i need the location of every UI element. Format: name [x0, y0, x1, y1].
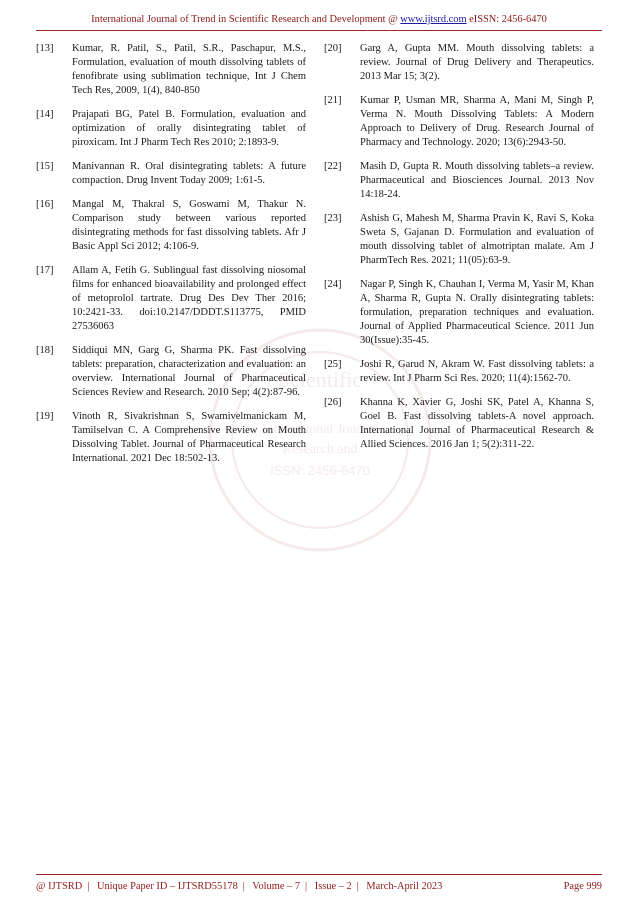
reference-entry: [36, 264, 306, 334]
reference-text: Siddiqui MN, Garg G, Sharma PK. Fast dissolving tablets: preparation, characterization and evaluation: an overview. International Journal of Pharmaceutical Sciences Review and Research. 2010 Sep; 4(2):87-96.: [72, 345, 306, 398]
reference-number: [18]: [36, 345, 54, 357]
reference-entry: [324, 42, 594, 84]
reference-text: Nagar P, Singh K, Chauhan I, Verma M, Yasir M, Khan A, Sharma R, Gupta N. Orally disintegrating tablets: formulation, preparation techniques and evaluation. Journal of Applied Pharmaceutical Science. 2011 Jun 30(Issue):35-45.: [360, 279, 594, 346]
reference-number: [13]: [36, 43, 54, 54]
journal-issn: eISSN: 2456-6470: [469, 14, 547, 25]
reference-entry: [36, 108, 306, 150]
reference-number: [23]: [324, 213, 342, 225]
reference-number: [17]: [36, 265, 54, 277]
reference-text: Khanna K, Xavier G, Joshi SK, Patel A, Khanna S, Goel B. Fast dissolving tablets-A novel approach. International Journal of Pharmaceutical Research & Allied Sciences. 2016 Jan 1; 5(2):311-22.: [360, 397, 594, 451]
footer-date: March-April 2023: [366, 881, 443, 892]
footer-volume: Volume – 7: [252, 881, 301, 892]
reference-entry: [36, 344, 306, 400]
reference-entry: [36, 160, 306, 188]
reference-number: [24]: [324, 279, 342, 291]
footer-divider: [36, 874, 602, 875]
reference-text: Joshi R, Garud N, Akram W. Fast dissolving tablets: a review. Int J Pharm Sci Res. 2020; 11(4):1562-70.: [360, 359, 594, 385]
journal-name: International Journal of Trend in Scientific Research and Development @: [91, 14, 398, 25]
reference-number: [22]: [324, 161, 342, 173]
header-divider: [36, 30, 602, 31]
page-footer: @ IJTSRD | Unique Paper ID – IJTSRD55178 | Volume – 7 | Issue – 2 | March-April 2023 Page 999: [36, 881, 602, 892]
reference-text: Vinoth R, Sivakrishnan S, Swamivelmanickam M, Tamilselvan C. A Comprehensive Review on Mouth Dissolving Tablet. Journal of Pharmaceutical Research International. 2021 Dec 18:502-13.: [72, 411, 306, 464]
reference-text: Garg A, Gupta MM. Mouth dissolving tablets: a review. Journal of Drug Delivery and Therapeutics. 2013 Mar 15; 3(2).: [360, 43, 594, 82]
seal-word-scientific: Scientific: [277, 367, 363, 392]
page-number: Page 999: [563, 881, 602, 892]
reference-number: [25]: [324, 359, 342, 371]
reference-number: [15]: [36, 161, 54, 173]
reference-number: [26]: [324, 397, 342, 409]
seal-word-journal: International Journal: [261, 422, 379, 437]
reference-number: [19]: [36, 411, 54, 423]
reference-entry: [324, 396, 594, 452]
reference-entry: [324, 212, 594, 268]
seal-word-research: Research and: [282, 442, 358, 457]
reference-entry: [36, 198, 306, 254]
reference-text: Ashish G, Mahesh M, Sharma Pravin K, Ravi S, Koka Sweta S, Gajanan D. Formulation and evaluation of mouth dissolving tablet of almotriptan malate. Am J PharmTech Res. 2021; 11(05):63-9.: [360, 213, 594, 266]
reference-entry: [36, 410, 306, 466]
references-right-column: [324, 42, 594, 462]
reference-entry: [36, 42, 306, 98]
footer-paper-id: Unique Paper ID – IJTSRD55178: [96, 881, 238, 892]
running-header: [0, 14, 638, 25]
reference-entry: [324, 160, 594, 202]
reference-entry: [324, 278, 594, 348]
footer-issue: Issue – 2: [314, 881, 352, 892]
references-left-column: [36, 42, 306, 476]
reference-text: Kumar, R. Patil, S., Patil, S.R., Paschapur, M.S., Formulation, evaluation of mouth dissolving tablets of fenofibrate using sublimation technique, Int J Chem Tech Res, 2009, 1(4), 840-850: [72, 43, 306, 96]
reference-text: Kumar P, Usman MR, Sharma A, Mani M, Singh P, Verma N. Mouth Dissolving Tablets: A Modern Approach to Delivery of Drug. Research Journal of Pharmacy and Technology. 2020; 13(6):2943-50.: [360, 95, 594, 148]
reference-number: [20]: [324, 43, 342, 54]
reference-entry: [324, 94, 594, 150]
journal-url-link[interactable]: www.ijtsrd.com: [400, 14, 467, 25]
reference-number: [16]: [36, 199, 54, 211]
reference-entry: [324, 358, 594, 386]
reference-text: Allam A, Fetih G. Sublingual fast dissolving niosomal films for enhanced bioavailability and prolonged effect of metoprolol tartrate. Drug Des Dev Ther 2016; 10:2421-33. doi:10.2147/DDDT.S113775, PMID 27536063: [72, 265, 306, 332]
reference-text: Mangal M, Thakral S, Goswami M, Thakur N. Comparison study between various reported disintegrating methods for fast dissolving tablets. Afr J Basic Appl Sci 2012; 4:106-9.: [72, 199, 306, 253]
reference-text: Manivannan R. Oral disintegrating tablets: A future compaction. Drug Invent Today 2009; 1:61-5.: [72, 161, 306, 187]
reference-number: [14]: [36, 109, 54, 121]
footer-org: @ IJTSRD: [36, 881, 83, 892]
seal-issn-code: ISSN: 2456-6470: [270, 463, 370, 478]
reference-text: Masih D, Gupta R. Mouth dissolving tablets–a review. Pharmaceutical and Biosciences Journal. 2013 Nov 14:18-24.: [360, 161, 594, 200]
reference-number: [21]: [324, 95, 342, 107]
reference-text: Prajapati BG, Patel B. Formulation, evaluation and optimization of orally disintegrating tablet of piroxicam. Int J Pharm Tech Res 2010; 2:1893-9.: [72, 109, 306, 148]
